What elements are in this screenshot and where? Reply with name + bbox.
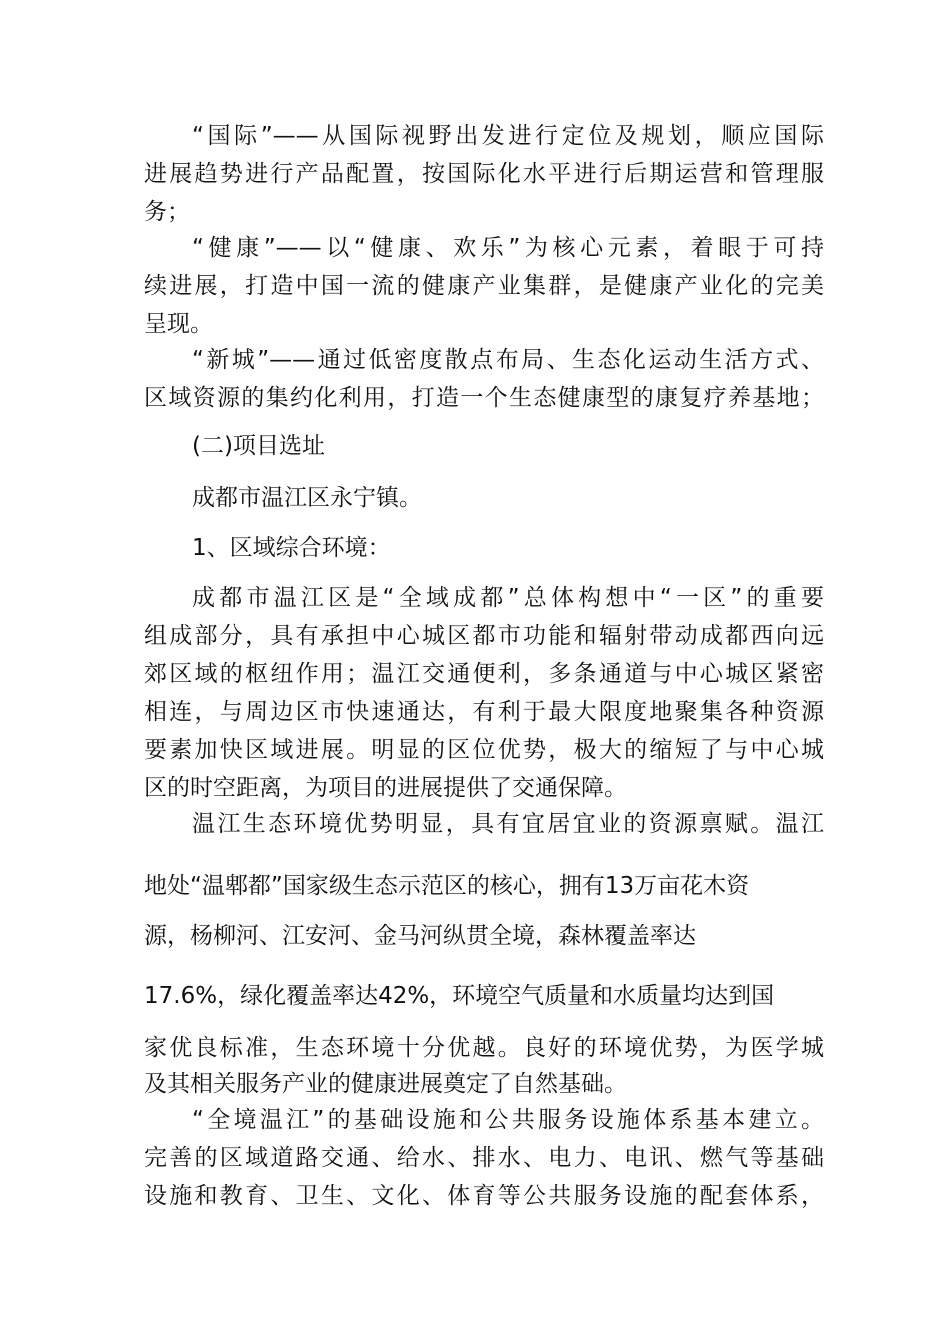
text-line: 组成部分，具有承担中心城区都市功能和辐射带动成都西向远 xyxy=(144,623,824,649)
text-line: 完善的区域道路交通、给水、排水、电力、电讯、燃气等基础 xyxy=(144,1145,824,1171)
text-line: “国际”——从国际视野出发进行定位及规划，顺应国际 xyxy=(192,123,824,149)
text-line: 及其相关服务产业的健康进展奠定了自然基础。 xyxy=(144,1071,627,1097)
text-line: “新城”——通过低密度散点布局、生态化运动生活方式、 xyxy=(192,347,824,373)
text-line: 续进展，打造中国一流的健康产业集群，是健康产业化的完美 xyxy=(144,273,824,299)
text-line: 呈现。 xyxy=(144,311,213,337)
text-line: 区域资源的集约化利用，打造一个生态健康型的康复疗养基地； xyxy=(144,385,824,411)
text-line: 成都市温江区是“全域成都”总体构想中“一区”的重要 xyxy=(192,585,824,611)
text-line: “健康”——以“健康、欢乐”为核心元素，着眼于可持 xyxy=(192,235,824,261)
text-line: 家优良标准，生态环境十分优越。良好的环境优势，为医学城 xyxy=(144,1035,824,1061)
text-line: 源，杨柳河、江安河、金马河纵贯全境，森林覆盖率达 xyxy=(144,923,696,949)
text-line: 进展趋势进行产品配置，按国际化水平进行后期运营和管理服 xyxy=(144,161,824,187)
text-line: 要素加快区域进展。明显的区位优势，极大的缩短了与中心城 xyxy=(144,737,824,763)
text-line: 务； xyxy=(144,199,190,225)
subsection-heading: 1、区域综合环境： xyxy=(192,535,391,561)
section-heading: (二)项目选址 xyxy=(192,433,325,459)
text-line: 17.6%，绿化覆盖率达42%，环境空气质量和水质量均达到国 xyxy=(144,983,775,1009)
text-line: “全境温江”的基础设施和公共服务设施体系基本建立。 xyxy=(192,1107,824,1133)
text-line: 温江生态环境优势明显，具有宜居宜业的资源禀赋。温江 xyxy=(192,811,824,837)
text-line: 地处“温郫都”国家级生态示范区的核心，拥有13万亩花木资 xyxy=(144,873,750,899)
text-line: 郊区域的枢纽作用；温江交通便利，多条通道与中心城区紧密 xyxy=(144,661,824,687)
text-line: 成都市温江区永宁镇。 xyxy=(192,485,422,511)
text-line: 区的时空距离，为项目的进展提供了交通保障。 xyxy=(144,775,627,801)
text-line: 设施和教育、卫生、文化、体育等公共服务设施的配套体系， xyxy=(144,1183,824,1209)
text-line: 相连，与周边区市快速通达，有利于最大限度地聚集各种资源 xyxy=(144,699,824,725)
